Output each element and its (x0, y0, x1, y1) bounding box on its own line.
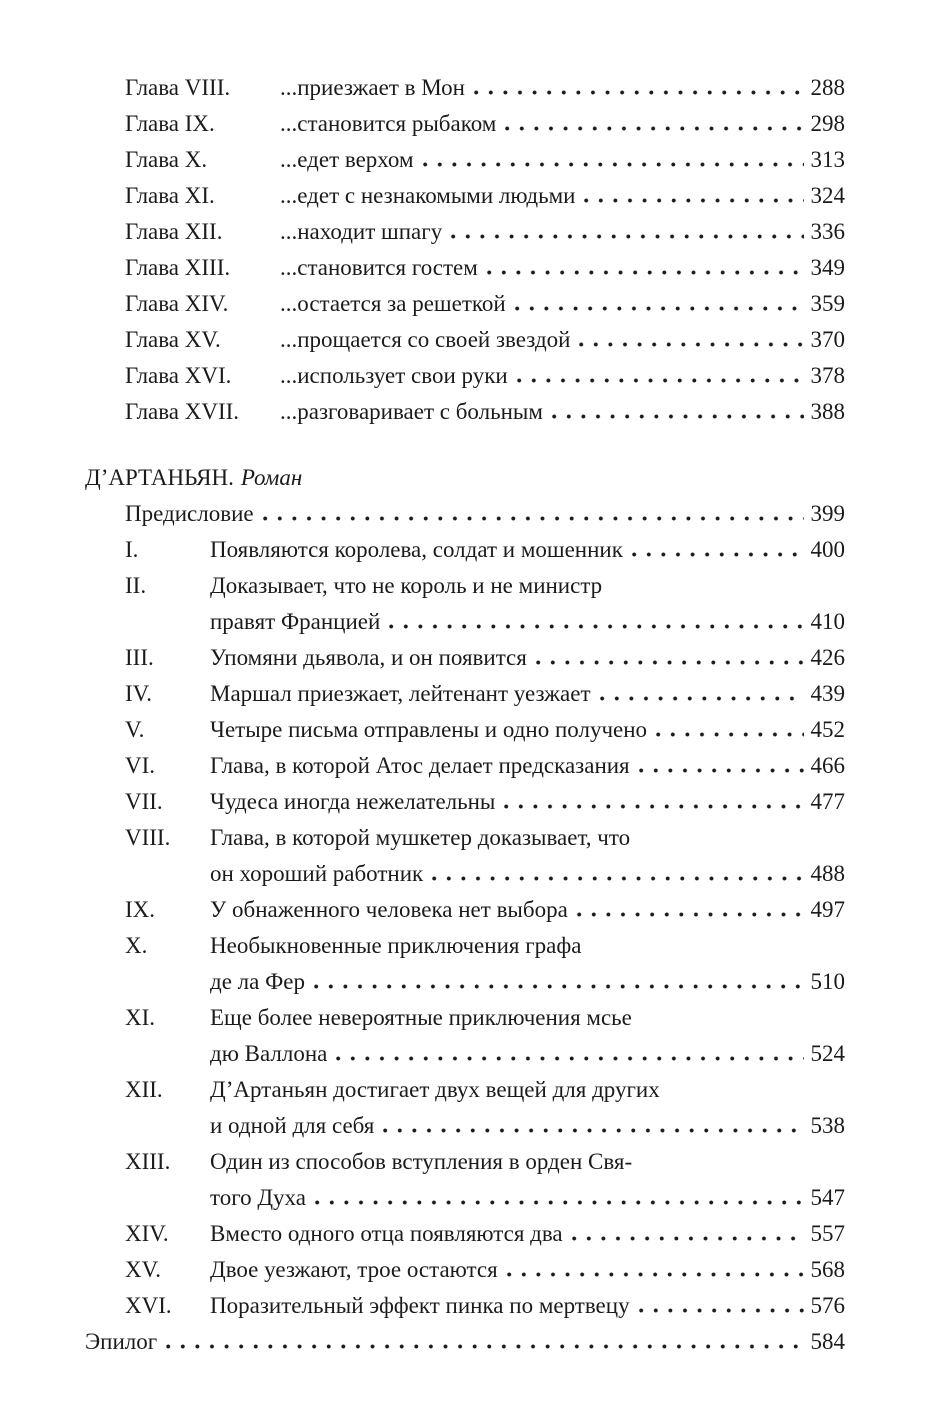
entry-page-number: 488 (810, 861, 845, 886)
entry-last-line (280, 358, 845, 394)
entry-last-line (210, 964, 845, 1000)
entry-label: Глава XIII. (125, 255, 231, 280)
entry-body (280, 214, 845, 250)
book-heading (85, 460, 845, 496)
dot-leader (639, 1308, 804, 1313)
entry-label: IX. (125, 897, 156, 922)
entry-page-number: 557 (810, 1221, 845, 1246)
entry-title-line: Д’Артаньян достигает двух вещей для других (210, 1077, 660, 1102)
entry-body (210, 928, 845, 1000)
entry-last-line (210, 676, 845, 712)
entry-title: и одной для себя (210, 1113, 375, 1138)
dot-leader (474, 90, 804, 95)
entry-body (280, 142, 845, 178)
entry-last-line (210, 892, 845, 928)
toc-entry (85, 1216, 845, 1252)
dot-leader (504, 804, 803, 809)
entry-last-line (210, 532, 845, 568)
entry-label: V. (125, 717, 145, 742)
entry-last-line (280, 394, 845, 430)
toc-entry (85, 142, 845, 178)
entry-page-number: 399 (810, 501, 845, 526)
entry-title-line: Один из способов вступления в орден Свя- (210, 1149, 633, 1174)
entry-page-number: 477 (810, 789, 845, 814)
toc-entry (85, 70, 845, 106)
entry-label: XII. (125, 1077, 163, 1102)
toc-entry (85, 1324, 845, 1360)
entry-last-line (280, 286, 845, 322)
toc-entry (85, 712, 845, 748)
entry-last-line (280, 322, 845, 358)
entry-label: IV. (125, 681, 153, 706)
toc-entry (85, 496, 845, 532)
entry-last-line (280, 70, 845, 106)
dot-leader (451, 234, 803, 239)
entry-label: II. (125, 573, 147, 598)
entry-label: VI. (125, 753, 156, 778)
entry-page-number: 510 (810, 969, 845, 994)
entry-label: Глава XVII. (125, 399, 240, 424)
entry-title: дю Валлона (210, 1041, 328, 1066)
entry-page-number: 359 (810, 291, 845, 316)
entry-label: Глава XV. (125, 327, 221, 352)
entry-last-line (280, 178, 845, 214)
dot-leader (432, 876, 803, 881)
toc-entry (85, 1288, 845, 1324)
entry-page-number: 378 (810, 363, 845, 388)
entry-body (85, 1324, 845, 1360)
dot-leader (336, 1056, 803, 1061)
entry-body (210, 1252, 845, 1288)
entry-last-line (210, 784, 845, 820)
entry-title: ...едет верхом (280, 147, 414, 172)
book-title: Д’АРТАНЬЯН. (85, 465, 234, 490)
entry-label: VIII. (125, 825, 171, 850)
entry-page-number: 524 (810, 1041, 845, 1066)
entry-label: Глава IX. (125, 111, 215, 136)
toc-entry (85, 748, 845, 784)
entry-last-line (210, 1108, 845, 1144)
entry-title-line: Доказывает, что не король и не министр (210, 573, 603, 598)
dot-leader (656, 732, 803, 737)
entry-title: У обнаженного человека нет выбора (210, 897, 568, 922)
entry-page-number: 497 (810, 897, 845, 922)
dot-leader (166, 1344, 803, 1349)
entry-title: Чудеса иногда нежелательны (210, 789, 496, 814)
entry-last-line (210, 1180, 845, 1216)
dot-leader (315, 1200, 804, 1205)
entry-title: Двое уезжают, трое остаются (210, 1257, 498, 1282)
entry-label: XIII. (125, 1149, 171, 1174)
dot-leader (600, 696, 804, 701)
entry-page-number: 547 (810, 1185, 845, 1210)
entry-body (125, 496, 845, 532)
entry-body (210, 748, 845, 784)
toc-entry (85, 928, 845, 1000)
entry-title: Появляются королева, солдат и мошенник (210, 537, 623, 562)
entry-label: III. (125, 645, 154, 670)
entry-last-line (210, 640, 845, 676)
entry-body (280, 394, 845, 430)
toc-entry (85, 892, 845, 928)
dot-leader (263, 516, 804, 521)
entry-label: Глава XI. (125, 183, 215, 208)
entry-title-line: Еще более невероятные приключения мсье (210, 1005, 632, 1030)
toc-entry (85, 820, 845, 892)
entry-label: Глава XVI. (125, 363, 232, 388)
toc-entry (85, 394, 845, 430)
entry-last-line (210, 1288, 845, 1324)
entry-label: XVI. (125, 1293, 172, 1318)
entry-page-number: 313 (810, 147, 845, 172)
entry-title: ...прощается со своей звездой (280, 327, 571, 352)
entry-page-number: 288 (810, 75, 845, 100)
entry-page-number: 466 (810, 753, 845, 778)
entry-label: X. (125, 933, 148, 958)
entry-body (210, 712, 845, 748)
dot-leader (632, 552, 804, 557)
entry-last-line (210, 856, 845, 892)
entry-last-line (280, 142, 845, 178)
entry-page-number: 400 (810, 537, 845, 562)
entry-title-line: Глава, в которой мушкетер доказывает, что (210, 825, 631, 850)
entry-body (280, 106, 845, 142)
entry-body (210, 532, 845, 568)
entry-body (210, 676, 845, 712)
dot-leader (579, 342, 803, 347)
entry-title: ...становится рыбаком (280, 111, 497, 136)
entry-title: того Духа (210, 1185, 306, 1210)
dot-leader (505, 126, 803, 131)
entry-label: Глава X. (125, 147, 208, 172)
entry-title: Вместо одного отца появляются два (210, 1221, 563, 1246)
entry-last-line (210, 712, 845, 748)
entry-body (280, 286, 845, 322)
toc-entry (85, 640, 845, 676)
toc-entry (85, 568, 845, 640)
toc-entry (85, 1252, 845, 1288)
entry-page-number: 426 (810, 645, 845, 670)
entry-page-number: 568 (810, 1257, 845, 1282)
entry-last-line (210, 748, 845, 784)
entry-body (210, 1216, 845, 1252)
toc-entry (85, 286, 845, 322)
book-subtitle: Роман (240, 465, 303, 490)
entry-body (280, 322, 845, 358)
entry-body (210, 640, 845, 676)
entry-title: Поразительный эффект пинка по мертвецу (210, 1293, 630, 1318)
entry-title: ...использует свои руки (280, 363, 508, 388)
entry-title: Глава, в которой Атос делает предсказания (210, 753, 630, 778)
entry-title: де ла Фер (210, 969, 305, 994)
dot-leader (389, 624, 803, 629)
entry-label: XI. (125, 1005, 156, 1030)
entry-page-number: 538 (810, 1113, 845, 1138)
dot-leader (584, 198, 803, 203)
entry-page-number: 439 (810, 681, 845, 706)
toc-entry (85, 214, 845, 250)
entry-title: ...едет с незнакомыми людьми (280, 183, 576, 208)
entry-body (280, 250, 845, 286)
entry-last-line (210, 1252, 845, 1288)
entry-last-line (210, 604, 845, 640)
dot-leader (507, 1272, 804, 1277)
toc-entry (85, 106, 845, 142)
entry-last-line (210, 1036, 845, 1072)
entry-label: VII. (125, 789, 163, 814)
entry-title: он хороший работник (210, 861, 424, 886)
entry-last-line (125, 496, 845, 532)
entry-last-line (210, 1216, 845, 1252)
entry-label: Глава XIV. (125, 291, 229, 316)
entry-last-line (280, 214, 845, 250)
entry-title: ...разговаривает с больным (280, 399, 543, 424)
entry-body (210, 892, 845, 928)
entry-page-number: 388 (810, 399, 845, 424)
entry-last-line (85, 1324, 845, 1360)
entry-title: Маршал приезжает, лейтенант уезжает (210, 681, 591, 706)
entry-body (210, 568, 845, 640)
entry-label: XIV. (125, 1221, 169, 1246)
entry-page-number: 324 (810, 183, 845, 208)
novel-toc-section (85, 496, 845, 1360)
dot-leader (423, 162, 804, 167)
entry-title: ...остается за решеткой (280, 291, 506, 316)
entry-page-number: 370 (810, 327, 845, 352)
dot-leader (515, 306, 804, 311)
toc-entry (85, 1072, 845, 1144)
entry-title-line: Необыкновенные приключения графа (210, 933, 582, 958)
entry-label: I. (125, 537, 139, 562)
toc-entry (85, 676, 845, 712)
entry-body (210, 1288, 845, 1324)
entry-title: Предисловие (125, 501, 254, 526)
entry-body (210, 820, 845, 892)
entry-body (280, 178, 845, 214)
dot-leader (552, 414, 804, 419)
entry-label: Глава XII. (125, 219, 223, 244)
entry-page-number: 576 (810, 1293, 845, 1318)
toc-entry (85, 358, 845, 394)
entry-title: ...находит шпагу (280, 219, 443, 244)
entry-last-line (280, 106, 845, 142)
entry-body (210, 1072, 845, 1144)
entry-title: правят Францией (210, 609, 381, 634)
entry-label: Глава VIII. (125, 75, 231, 100)
dot-leader (487, 270, 804, 275)
toc-entry (85, 1000, 845, 1072)
entry-title: Упомяни дьявола, и он появится (210, 645, 527, 670)
entry-title: Четыре письма отправлены и одно получено (210, 717, 648, 742)
toc-entry (85, 784, 845, 820)
entry-body (280, 358, 845, 394)
dot-leader (536, 660, 804, 665)
entry-body (280, 70, 845, 106)
dot-leader (577, 912, 804, 917)
entry-title: ...приезжает в Мон (280, 75, 465, 100)
toc-entry (85, 532, 845, 568)
chapter-list-section (85, 70, 845, 430)
toc-entry (85, 1144, 845, 1216)
toc-entry (85, 322, 845, 358)
entry-page-number: 349 (810, 255, 845, 280)
entry-page-number: 452 (810, 717, 845, 742)
dot-leader (383, 1128, 803, 1133)
dot-leader (517, 378, 804, 383)
dot-leader (314, 984, 804, 989)
entry-page-number: 298 (810, 111, 845, 136)
dot-leader (639, 768, 804, 773)
toc-entry (85, 178, 845, 214)
entry-last-line (280, 250, 845, 286)
entry-page-number: 410 (810, 609, 845, 634)
entry-label: XV. (125, 1257, 162, 1282)
toc-entry (85, 250, 845, 286)
entry-body (210, 1000, 845, 1072)
entry-title: Эпилог (85, 1329, 158, 1354)
entry-body (210, 784, 845, 820)
entry-page-number: 336 (810, 219, 845, 244)
dot-leader (572, 1236, 804, 1241)
entry-page-number: 584 (810, 1329, 845, 1354)
entry-title: ...становится гостем (280, 255, 478, 280)
entry-body (210, 1144, 845, 1216)
